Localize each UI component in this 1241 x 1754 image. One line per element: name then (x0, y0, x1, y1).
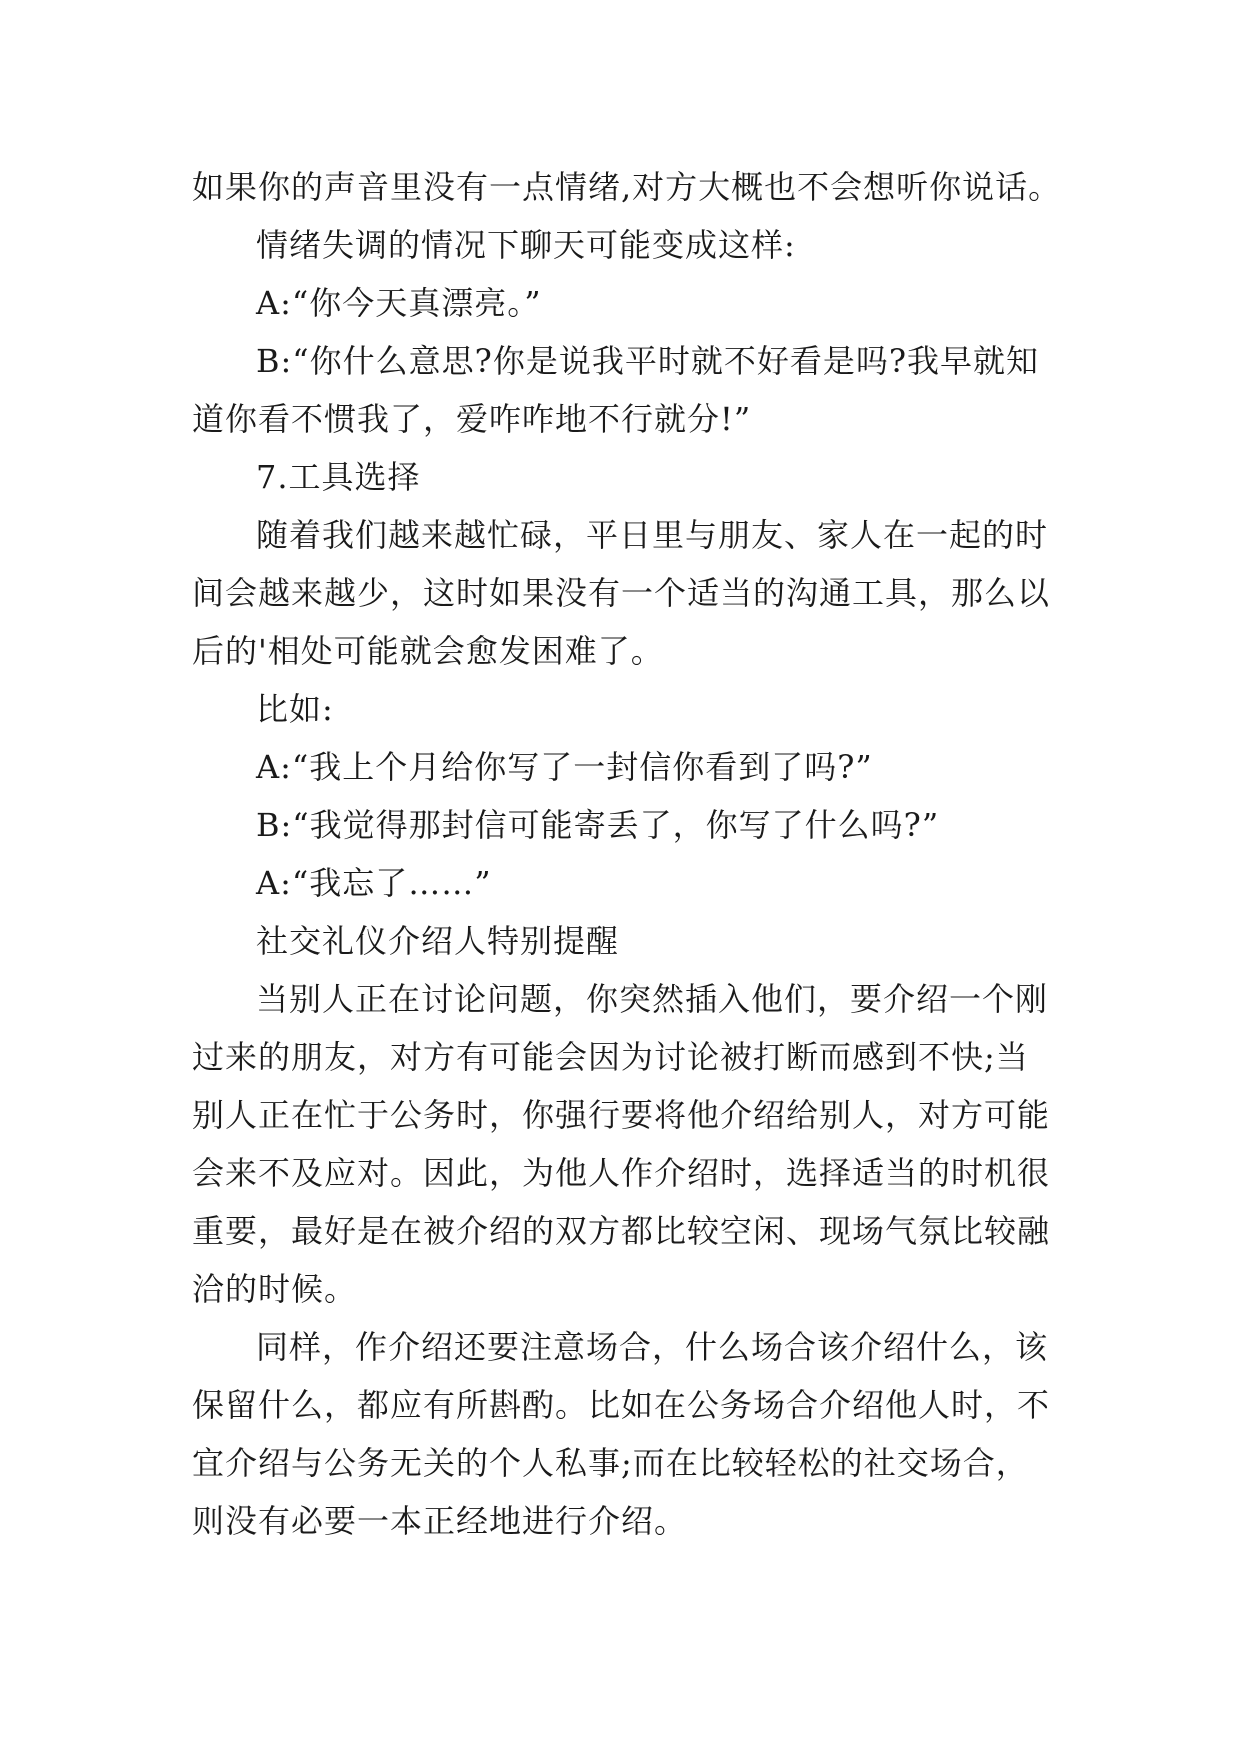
dialogue-line: A:“我上个月给你写了一封信你看到了吗?” (256, 748, 873, 786)
text-line: 随着我们越来越忙碌，平日里与朋友、家人在一起的时 (256, 516, 1049, 554)
dialogue-line: 道你看不惯我了，爱咋咋地不行就分!” (192, 400, 752, 438)
text-line: 当别人正在讨论问题，你突然插入他们，要介绍一个刚 (256, 980, 1049, 1018)
text-line: 洽的时候。 (192, 1270, 358, 1308)
text-line: 后的'相处可能就会愈发困难了。 (192, 632, 664, 670)
text-line: 保留什么，都应有所斟酌。比如在公务场合介绍他人时，不 (192, 1386, 1051, 1424)
text-line: 则没有必要一本正经地进行介绍。 (192, 1502, 688, 1540)
section-heading: 社交礼仪介绍人特别提醒 (256, 922, 620, 960)
document-body (192, 158, 1092, 1550)
text-line: 重要，最好是在被介绍的双方都比较空闲、现场气氛比较融 (192, 1212, 1051, 1250)
text-line: 间会越来越少，这时如果没有一个适当的沟通工具，那么以 (192, 574, 1051, 612)
dialogue-line: B:“你什么意思?你是说我平时就不好看是吗?我早就知 (256, 342, 1039, 380)
text-line: 如果你的声音里没有一点情绪,对方大概也不会想听你说话。 (192, 168, 1062, 206)
dialogue-line: A:“我忘了……” (256, 864, 492, 902)
dialogue-line: A:“你今天真漂亮。” (256, 284, 542, 322)
section-heading: 7.工具选择 (256, 458, 421, 496)
dialogue-line: B:“我觉得那封信可能寄丢了，你写了什么吗?” (256, 806, 940, 844)
text-line: 宜介绍与公务无关的个人私事;而在比较轻松的社交场合， (192, 1444, 1029, 1482)
text-line: 过来的朋友，对方有可能会因为讨论被打断而感到不快;当 (192, 1038, 1029, 1076)
text-line: 同样，作介绍还要注意场合，什么场合该介绍什么，该 (256, 1328, 1049, 1366)
text-line: 情绪失调的情况下聊天可能变成这样: (256, 226, 796, 264)
text-line: 比如: (256, 690, 334, 728)
text-line: 别人正在忙于公务时，你强行要将他介绍给别人，对方可能 (192, 1096, 1051, 1134)
text-line: 会来不及应对。因此，为他人作介绍时，选择适当的时机很 (192, 1154, 1051, 1192)
